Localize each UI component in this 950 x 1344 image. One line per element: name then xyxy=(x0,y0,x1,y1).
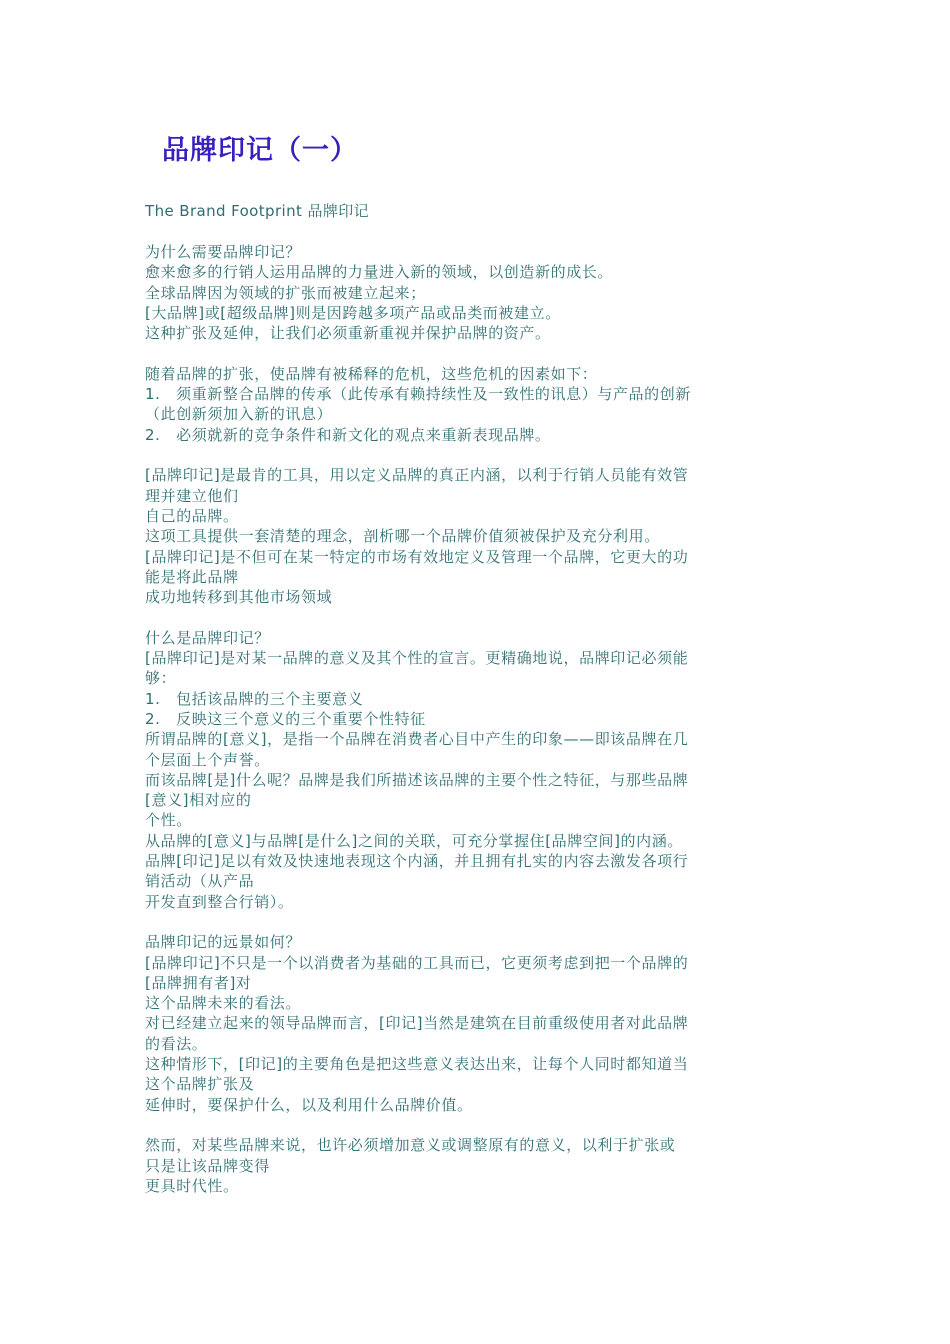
body-line: 这个品牌扩张及 xyxy=(145,1075,255,1094)
page-title: 品牌印记（一） xyxy=(162,135,358,166)
body-line: [品牌印记]是最肯的工具，用以定义品牌的真正内涵，以利于行销人员能有效管 xyxy=(145,466,689,485)
body-line: 而该品牌[是]什么呢？品牌是我们所描述该品牌的主要个性之特征，与那些品牌 xyxy=(145,770,689,789)
body-line: [品牌拥有者]对 xyxy=(145,973,252,992)
body-line: 个层面上个声誉。 xyxy=(145,750,270,769)
body-line: 理并建立他们 xyxy=(145,486,239,505)
body-line: 2. 必须就新的竞争条件和新文化的观点来重新表现品牌。 xyxy=(145,425,551,444)
body-line: 自己的品牌。 xyxy=(145,506,239,525)
body-line: [大品牌]或[超级品牌]则是因跨越多项产品或品类而被建立。 xyxy=(145,303,561,322)
body-line: [意义]相对应的 xyxy=(145,791,252,810)
body-line: 愈来愈多的行销人运用品牌的力量进入新的领域，以创造新的成长。 xyxy=(145,263,614,282)
body-line: 对已经建立起来的领导品牌而言，[印记]当然是建筑在目前重级使用者对此品牌 xyxy=(145,1014,689,1033)
body-line: 够： xyxy=(145,669,177,688)
body-line: 成功地转移到其他市场领域 xyxy=(145,588,333,607)
body-line: 所谓品牌的[意义]，是指一个品牌在消费者心目中产生的印象——即该品牌在几 xyxy=(145,730,689,749)
body-line: 什么是品牌印记？ xyxy=(145,628,270,647)
body-line: [品牌印记]是不但可在某一特定的市场有效地定义及管理一个品牌，它更大的功 xyxy=(145,547,689,566)
body-line: 这种扩张及延伸，让我们必须重新重视并保护品牌的资产。 xyxy=(145,324,551,343)
body-line: 能是将此品牌 xyxy=(145,567,239,586)
body-line: 的看法。 xyxy=(145,1034,208,1053)
body-line: 1. 须重新整合品牌的传承（此传承有赖持续性及一致性的讯息）与产品的创新 xyxy=(145,385,691,404)
body-line: （此创新须加入新的讯息） xyxy=(145,405,333,424)
body-line: 1. 包括该品牌的三个主要意义 xyxy=(145,689,364,708)
body-line: 品牌[印记]足以有效及快速地表现这个内涵，并且拥有扎实的内容去激发各项行 xyxy=(145,852,689,870)
body-line: 随着品牌的扩张，使品牌有被稀释的危机，这些危机的因素如下： xyxy=(145,364,598,383)
body-line: 这个品牌未来的看法。 xyxy=(145,994,302,1013)
body-line: 这项工具提供一套清楚的理念，剖析哪一个品牌价值须被保护及充分利用。 xyxy=(145,527,660,546)
body-line: 这种情形下，[印记]的主要角色是把这些意义表达出来，让每个人同时都知道当 xyxy=(145,1055,689,1073)
body-line: 全球品牌因为领域的扩张而被建立起来； xyxy=(145,283,426,302)
body-line: 从品牌的[意义]与品牌[是什么]之间的关联，可充分掌握住[品牌空间]的内涵。 xyxy=(145,831,683,850)
body-line: 延伸时，要保护什么，以及利用什么品牌价值。 xyxy=(145,1095,473,1114)
body-line: 品牌印记的远景如何？ xyxy=(145,933,302,952)
body-line: 2. 反映这三个意义的三个重要个性特征 xyxy=(145,709,426,728)
body-line: 更具时代性。 xyxy=(145,1176,239,1195)
subtitle: The Brand Footprint 品牌印记 xyxy=(145,202,370,220)
body-line: 为什么需要品牌印记？ xyxy=(145,243,302,261)
body-line: [品牌印记]是对某一品牌的意义及其个性的宣言。更精确地说，品牌印记必须能 xyxy=(145,649,689,667)
body-line: [品牌印记]不只是一个以消费者为基础的工具而已，它更须考虑到把一个品牌的 xyxy=(145,953,689,972)
body-line: 然而，对某些品牌来说，也许必须增加意义或调整原有的意义，以利于扩张或 xyxy=(145,1136,676,1155)
body-line: 只是让该品牌变得 xyxy=(145,1156,270,1175)
body-line: 个性。 xyxy=(145,811,192,830)
body-line: 销活动（从产品 xyxy=(145,872,255,891)
body-line: 开发直到整合行销）。 xyxy=(145,892,294,911)
